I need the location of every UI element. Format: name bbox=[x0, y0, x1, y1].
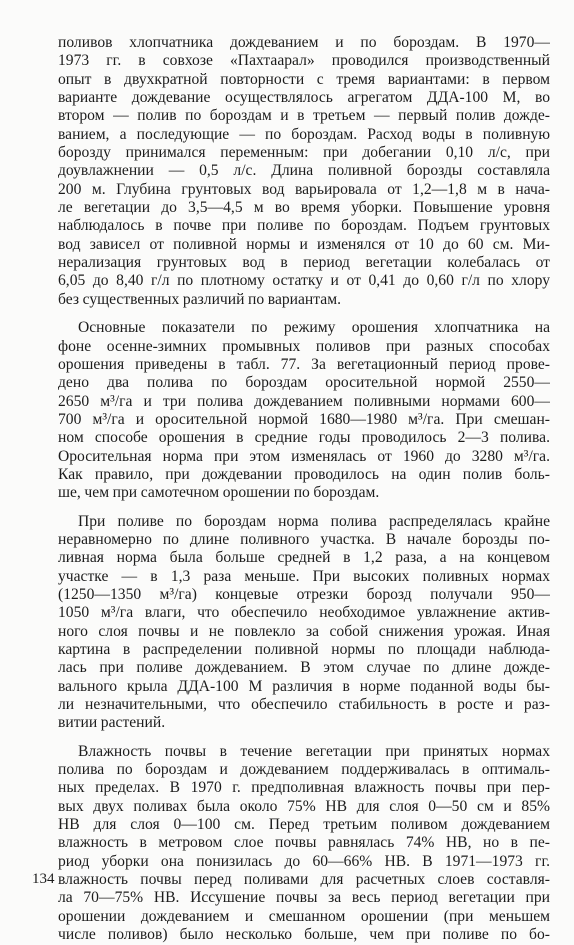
text-line: фоне осенне-зимних промывных поливов при разных способах bbox=[58, 337, 550, 355]
text-line: 200 м. Глубина грунтовых вод варьировала от 1,2—1,8 м в нача- bbox=[58, 180, 550, 198]
paragraph-2 bbox=[58, 319, 550, 502]
text-line: вод зависел от поливной нормы и изменялся от 10 до 60 см. Ми- bbox=[58, 235, 550, 253]
text-line: 1973 гг. в совхозе «Пахтаарал» проводился производственный bbox=[58, 52, 550, 70]
text-line: полива по бороздам и дождеванием поддерживалась в оптималь- bbox=[58, 761, 550, 779]
text-line: ла 70—75% НВ. Иссушение почвы за весь период вегетации при bbox=[58, 889, 550, 907]
text-line: дено два полива по бороздам оросительной нормой 2550— bbox=[58, 374, 550, 392]
text-line: без существенных различий по вариантам. bbox=[58, 290, 341, 308]
text-line: лась при поливе дождеванием. В этом случае по длине дожде- bbox=[58, 659, 550, 677]
text-line: вых двух поливах была около 75% НВ для слоя 0—50 см и 85% bbox=[58, 797, 550, 815]
page-number: 134 bbox=[32, 871, 55, 887]
text-line: варианте дождевание осуществлялось агрегатом ДДА-100 М, во bbox=[58, 89, 550, 107]
text-line: ных пределах. В 1970 г. предполивная влажность почвы при пер- bbox=[58, 779, 550, 797]
text-line: ного слоя почвы и не повлекло за собой снижения урожая. Иная bbox=[58, 622, 550, 640]
text-line: ном способе орошения в средние годы проводилось 2—3 полива. bbox=[58, 429, 550, 447]
text-line: Оросительная норма при этом изменялась от 1960 до 3280 м³/га. bbox=[58, 447, 550, 465]
text-line: 6,05 до 8,40 г/л по плотному остатку и от 0,41 до 0,60 г/л по хлору bbox=[58, 272, 550, 290]
paragraph-3 bbox=[58, 513, 550, 733]
text-line: витии растений. bbox=[58, 714, 166, 732]
paragraph-1 bbox=[58, 34, 550, 309]
text-line: 700 м³/га и оросительной нормой 1680—1980 м³/га. При смешан- bbox=[58, 410, 550, 428]
text-line: ле вегетации до 3,5—4,5 м во время уборки. Повышение уровня bbox=[58, 199, 550, 217]
text-line: 1050 м³/га влаги, что обеспечило необходимое увлажнение актив- bbox=[58, 604, 550, 622]
text-line: борозду принимался переменным: при добегании 0,10 л/с, при bbox=[58, 144, 550, 162]
text-line: орошении дождеванием и смешанном орошении (при меньшем bbox=[58, 907, 550, 925]
text-line: риод уборки она понизилась до 60—66% НВ. В 1971—1973 гг. bbox=[58, 852, 550, 870]
text-line: доувлажнении — 0,5 л/с. Длина поливной борозды составляла bbox=[58, 162, 550, 180]
text-line: опыт в двухкратной повторности с тремя вариантами: в первом bbox=[58, 70, 550, 88]
text-line: поливов хлопчатника дождеванием и по бороздам. В 1970— bbox=[58, 34, 550, 51]
text-line: ли незначительными, что обеспечило стабильность в росте и раз- bbox=[58, 696, 550, 714]
text-line: наблюдалось в почве при поливе по бороздам. Подъем грунтовых bbox=[58, 217, 550, 235]
text-line: орошения приведены в табл. 77. За вегетационный период прове- bbox=[58, 355, 550, 373]
text-line: ше, чем при самотечном орошении по бороздам. bbox=[58, 484, 380, 502]
text-line: НВ для слоя 0—100 см. Перед третьим поливом дождеванием bbox=[58, 816, 550, 834]
paragraph-4 bbox=[58, 743, 550, 945]
text-line: картина в распределении поливной нормы по площади наблюда- bbox=[58, 641, 550, 658]
text-line: влажность в метровом слое почвы равнялась 74% НВ, но в пе- bbox=[58, 834, 550, 852]
text-line: Основные показатели по режиму орошения хлопчатника на bbox=[78, 319, 550, 337]
text-line: ванием, а последующие — по бороздам. Расход воды в поливную bbox=[58, 125, 550, 143]
text-line: влажность почвы перед поливами для расчетных слоев составля- bbox=[58, 871, 550, 889]
text-line: Влажность почвы в течение вегетации при принятых нормах bbox=[78, 742, 550, 760]
text-line: При поливе по бороздам норма полива распределялась крайне bbox=[78, 512, 550, 530]
text-line: неравномерно по длине поливного участка. В начале борозды по- bbox=[58, 530, 550, 548]
text-line: вального крыла ДДА-100 М различия в норме поданной воды бы- bbox=[58, 677, 550, 695]
text-line: 2650 м³/га и три полива дождеванием поливными нормами 600— bbox=[58, 392, 550, 410]
text-line: Как правило, при дождевании проводилось на один полив боль- bbox=[58, 465, 550, 483]
text-line: нерализация грунтовых вод в период вегетации колебалась от bbox=[58, 254, 550, 272]
text-line: ливная норма была больше средней в 1,2 раза, а на концевом bbox=[58, 549, 550, 567]
page-text bbox=[58, 34, 550, 945]
text-line: (1250—1350 м³/га) концевые отрезки борозд получали 950— bbox=[58, 585, 550, 603]
text-line: числе поливов) было несколько больше, чем при поливе по бо- bbox=[58, 926, 550, 944]
text-line: участке — в 1,3 раза меньше. При высоких поливных нормах bbox=[58, 567, 550, 585]
text-line: втором — полив по бороздам и в третьем — первый полив дожде- bbox=[58, 107, 550, 125]
